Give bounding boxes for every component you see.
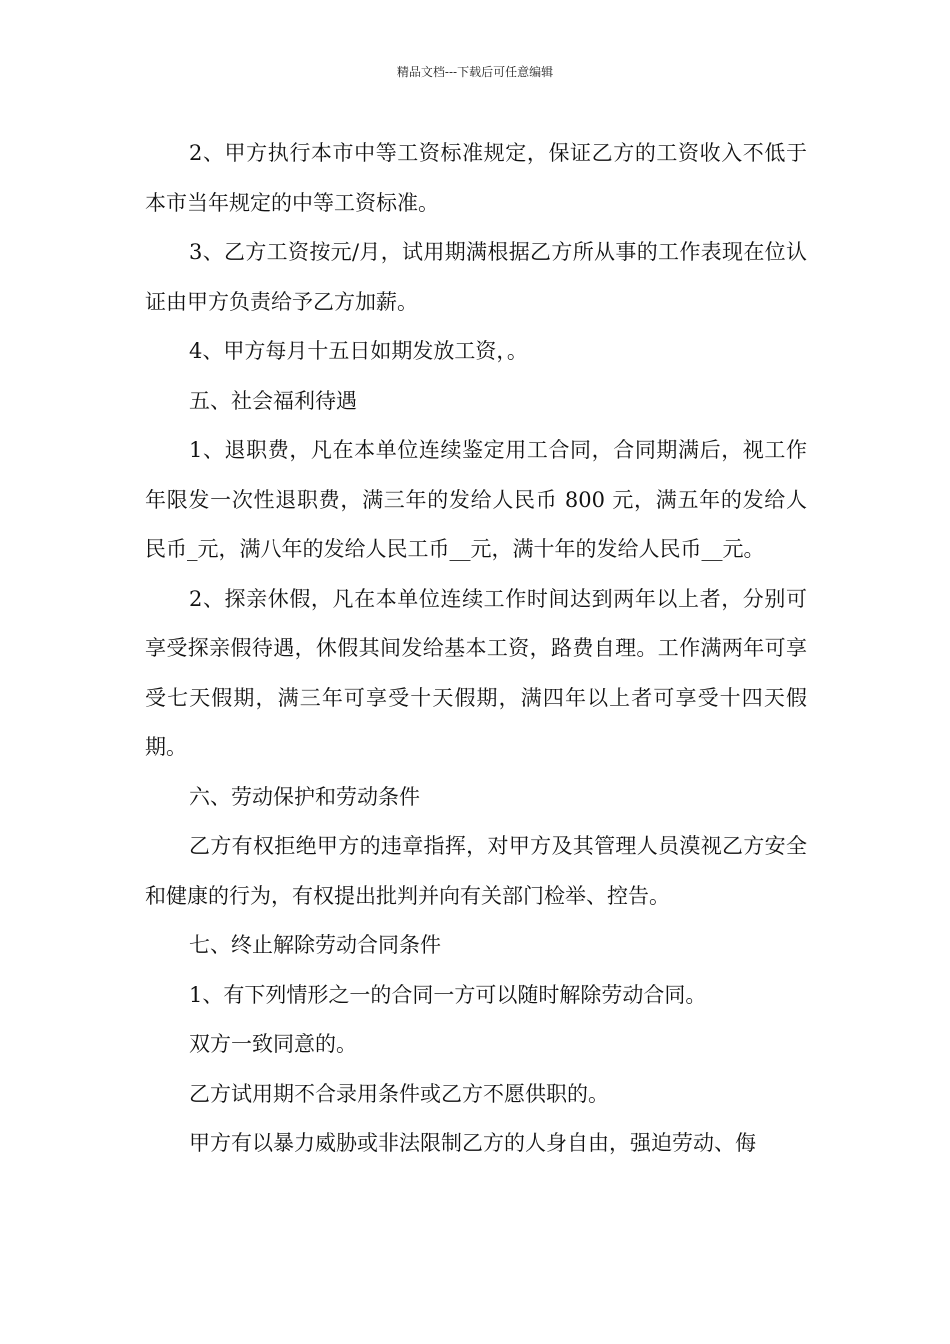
section-heading-welfare: 五、社会福利待遇 bbox=[189, 388, 357, 413]
document-body bbox=[145, 129, 807, 1169]
paragraph-termination-intro: 1、有下列情形之一的合同一方可以随时解除劳动合同。 bbox=[189, 982, 707, 1007]
page-header: 精品文档---下载后可任意编辑 bbox=[396, 65, 554, 79]
paragraph-mutual-agreement: 双方一致同意的。 bbox=[189, 1032, 357, 1056]
paragraph-home-leave: 2、探亲休假，凡在本单位连续工作时间达到两年以上者，分别可享受探亲假待遇，休假其间发给基本工资，路费自理。工作满两年可享受七天假期，满三年可享受十天假期，满四年以上者可享受十四天假期。 bbox=[145, 586, 807, 759]
paragraph-probation: 乙方试用期不合录用条件或乙方不愿供职的。 bbox=[189, 1081, 609, 1106]
section-heading-labor-protection: 六、劳动保护和劳动条件 bbox=[189, 784, 420, 809]
paragraph-pay-date: 4、甲方每月十五日如期发放工资，。 bbox=[189, 339, 528, 363]
paragraph-refuse-orders: 乙方有权拒绝甲方的违章指挥，对甲方及其管理人员漠视乙方安全和健康的行为，有权提出批判并向有关部门检举、控告。 bbox=[145, 834, 807, 908]
paragraph-coercion: 甲方有以暴力威胁或非法限制乙方的人身自由，强迫劳动、侮 bbox=[189, 1131, 756, 1155]
paragraph-severance: 1、退职费，凡在本单位连续鉴定用工合同，合同期满后，视工作年限发一次性退职费，满三年的发给人民币 800 元，满五年的发给人民币_元，满八年的发给人民工币__元，满十年的发给人民币__元。 bbox=[145, 438, 807, 561]
paragraph-wage-standard: 2、甲方执行本市中等工资标准规定，保证乙方的工资收入不低于本市当年规定的中等工资标准。 bbox=[145, 141, 807, 215]
section-heading-termination: 七、终止解除劳动合同条件 bbox=[189, 933, 441, 957]
paragraph-salary-raise: 3、乙方工资按元/月，试用期满根据乙方所从事的工作表现在位认证由甲方负责给予乙方加薪。 bbox=[145, 240, 807, 314]
